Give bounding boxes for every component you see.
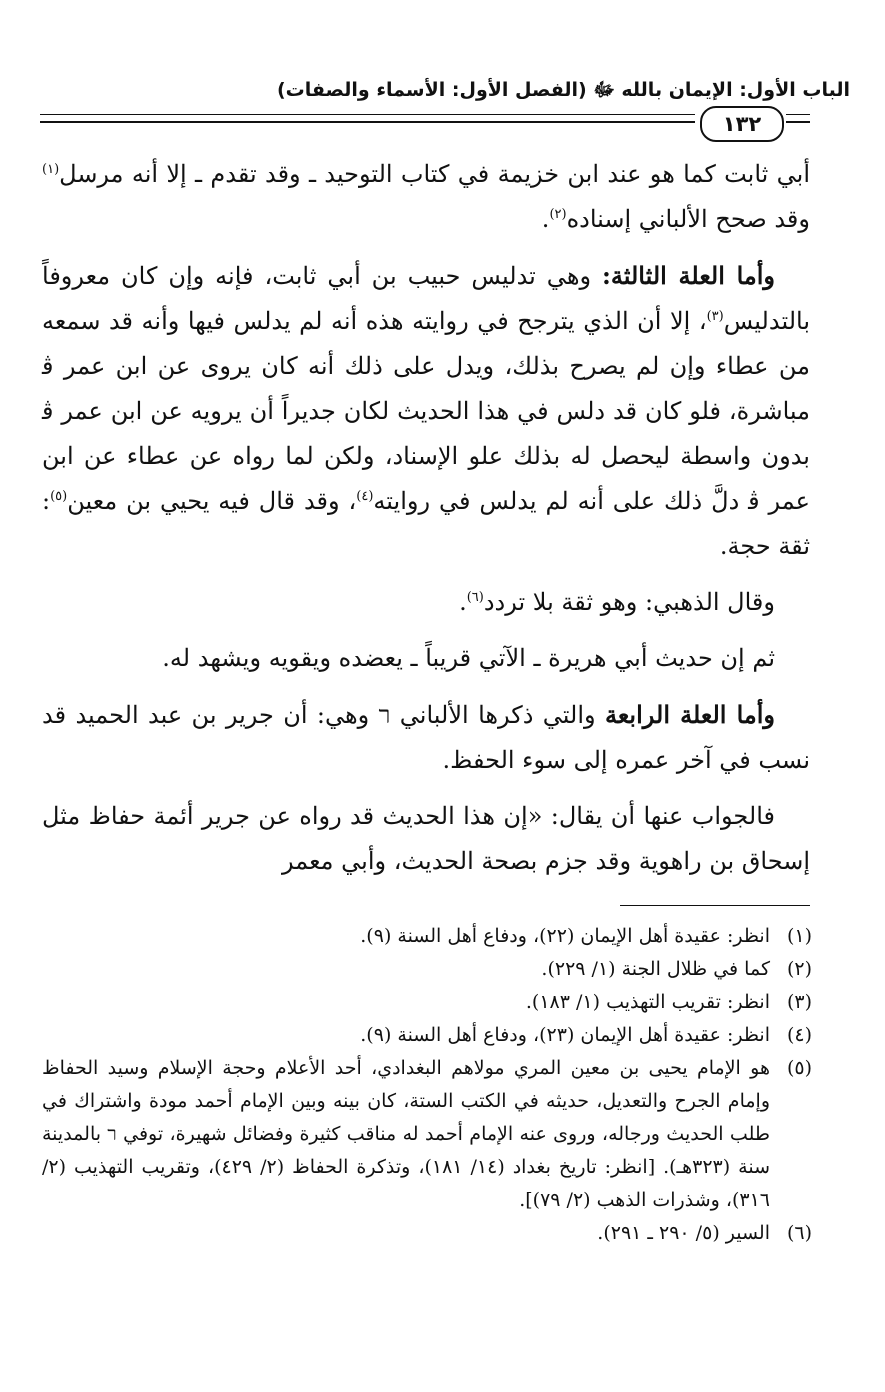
footnote-number: (٦) [786, 1222, 812, 1244]
footnote-ref-1[interactable]: (١) [42, 162, 60, 177]
footnote-number: (٢) [786, 958, 812, 980]
footnote-number: (٤) [786, 1024, 812, 1046]
footnote-separator [620, 905, 810, 906]
section-heading-third-defect: وأما العلة الثالثة: [602, 261, 775, 290]
footnotes [42, 920, 812, 1250]
footnote-text: السير (٥/ ٢٩٠ ـ ٢٩١). [597, 1222, 770, 1244]
footnote-1 [42, 920, 812, 953]
footnote-2 [42, 953, 812, 986]
footnote-text: هو الإمام يحيى بن معين المري مولاهم البغدادي، أحد الأعلام وحجة الإسلام وسيد الحفاظ وإمام الجرح والتعديل، حديثه في الكتب الستة، كان بينه وبين الإمام أحمد مودة واشتراك في طلب الحديث ورجاله، وروى عنه الإمام أحمد له مناقب كثيرة وفضائل شهيرة، توفي ﬧ بالمدينة سنة (٣٢٣هـ). [انظر: تاريخ بغداد (١٤/ ١٨١)، وتذكرة الحفاظ (٢/ ٤٢٩)، وتقريب التهذيب (٢/ ٣١٦)، وشذرات الذهب (٢/ ٧٩)]. [42, 1057, 770, 1211]
running-header: الباب الأول: الإيمان بالله ﷻ (الفصل الأول: الأسماء والصفات) [276, 79, 850, 101]
paragraph-6: فالجواب عنها أن يقال: «إن هذا الحديث قد رواه عن جرير أئمة حفاظ مثل إسحاق بن راهوية وقد جزم بصحة الحديث، وأبي معمر [42, 802, 810, 875]
footnote-6 [42, 1217, 812, 1250]
footnote-number: (٥) [786, 1057, 812, 1079]
header-rule-right-top [786, 114, 810, 115]
header-rule-top [40, 114, 695, 115]
footnote-4 [42, 1019, 812, 1052]
footnote-ref-5[interactable]: (٥) [50, 489, 68, 504]
header-rule-bottom [40, 121, 695, 123]
paragraph-2: وأما العلة الثالثة: وهي تدليس حبيب بن أبي ثابت، فإنه وإن كان معروفاً بالتدليس$^{(٣)}$، إلا أن الذي يترجح في روايته هذه أنه لم يدلس فيها وأنه قد سمعه من عطاء وإن لم يصرح بذلك، ويدل على ذلك أنه كان يروى عن ابن عمر ﭬ مباشرة، فلو كان قد دلس في هذا الحديث لكان جديراً أن يرويه عن ابن عمر ﭬ بدون واسطة ليحصل له بذلك علو الإسناد، ولكن لما رواه عن عطاء عن ابن عمر ﭬ دلَّ ذلك على أنه لم يدلس في روايته$^{(٤)}$، وقد قال فيه يحيي بن معين$^{(٥)}$: ثقة حجة. [42, 261, 810, 560]
footnote-5 [42, 1052, 812, 1217]
footnote-number: (١) [786, 925, 812, 947]
footnote-text: انظر: عقيدة أهل الإيمان (٢٣)، ودفاع أهل السنة (٩). [360, 1024, 770, 1046]
footnote-ref-4[interactable]: (٤) [356, 489, 374, 504]
footnote-ref-3[interactable]: (٣) [706, 309, 724, 324]
section-heading-fourth-defect: وأما العلة الرابعة [604, 700, 776, 729]
footnote-text: كما في ظلال الجنة (١/ ٢٢٩). [541, 958, 770, 980]
paragraph-3: وقال الذهبي: وهو ثقة بلا تردد$^{(٦)}$. [459, 588, 775, 616]
footnote-number: (٣) [786, 991, 812, 1013]
main-text [42, 152, 810, 895]
footnote-text: انظر: تقريب التهذيب (١/ ١٨٣). [525, 991, 770, 1013]
footnote-ref-2[interactable]: (٢) [549, 207, 567, 222]
footnote-ref-6[interactable]: (٦) [466, 590, 484, 605]
page-number: ١٣٢ [700, 106, 784, 142]
paragraph-5: وأما العلة الرابعة والتي ذكرها الألباني ﬧ وهي: أن جرير بن عبد الحميد قد نسب في آخر عمره إلى سوء الحفظ. [42, 700, 810, 774]
footnote-text: انظر: عقيدة أهل الإيمان (٢٢)، ودفاع أهل السنة (٩). [360, 925, 770, 947]
footnote-3 [42, 986, 812, 1019]
header-rule-right [786, 121, 810, 123]
paragraph-1: أبي ثابت كما هو عند ابن خزيمة في كتاب التوحيد ـ وقد تقدم ـ إلا أنه مرسل$^{(١)}$ وقد صحح الألباني إسناده$^{(٢)}$. [42, 160, 810, 233]
paragraph-4: ثم إن حديث أبي هريرة ـ الآتي قريباً ـ يعضده ويقويه ويشهد له. [162, 644, 775, 672]
